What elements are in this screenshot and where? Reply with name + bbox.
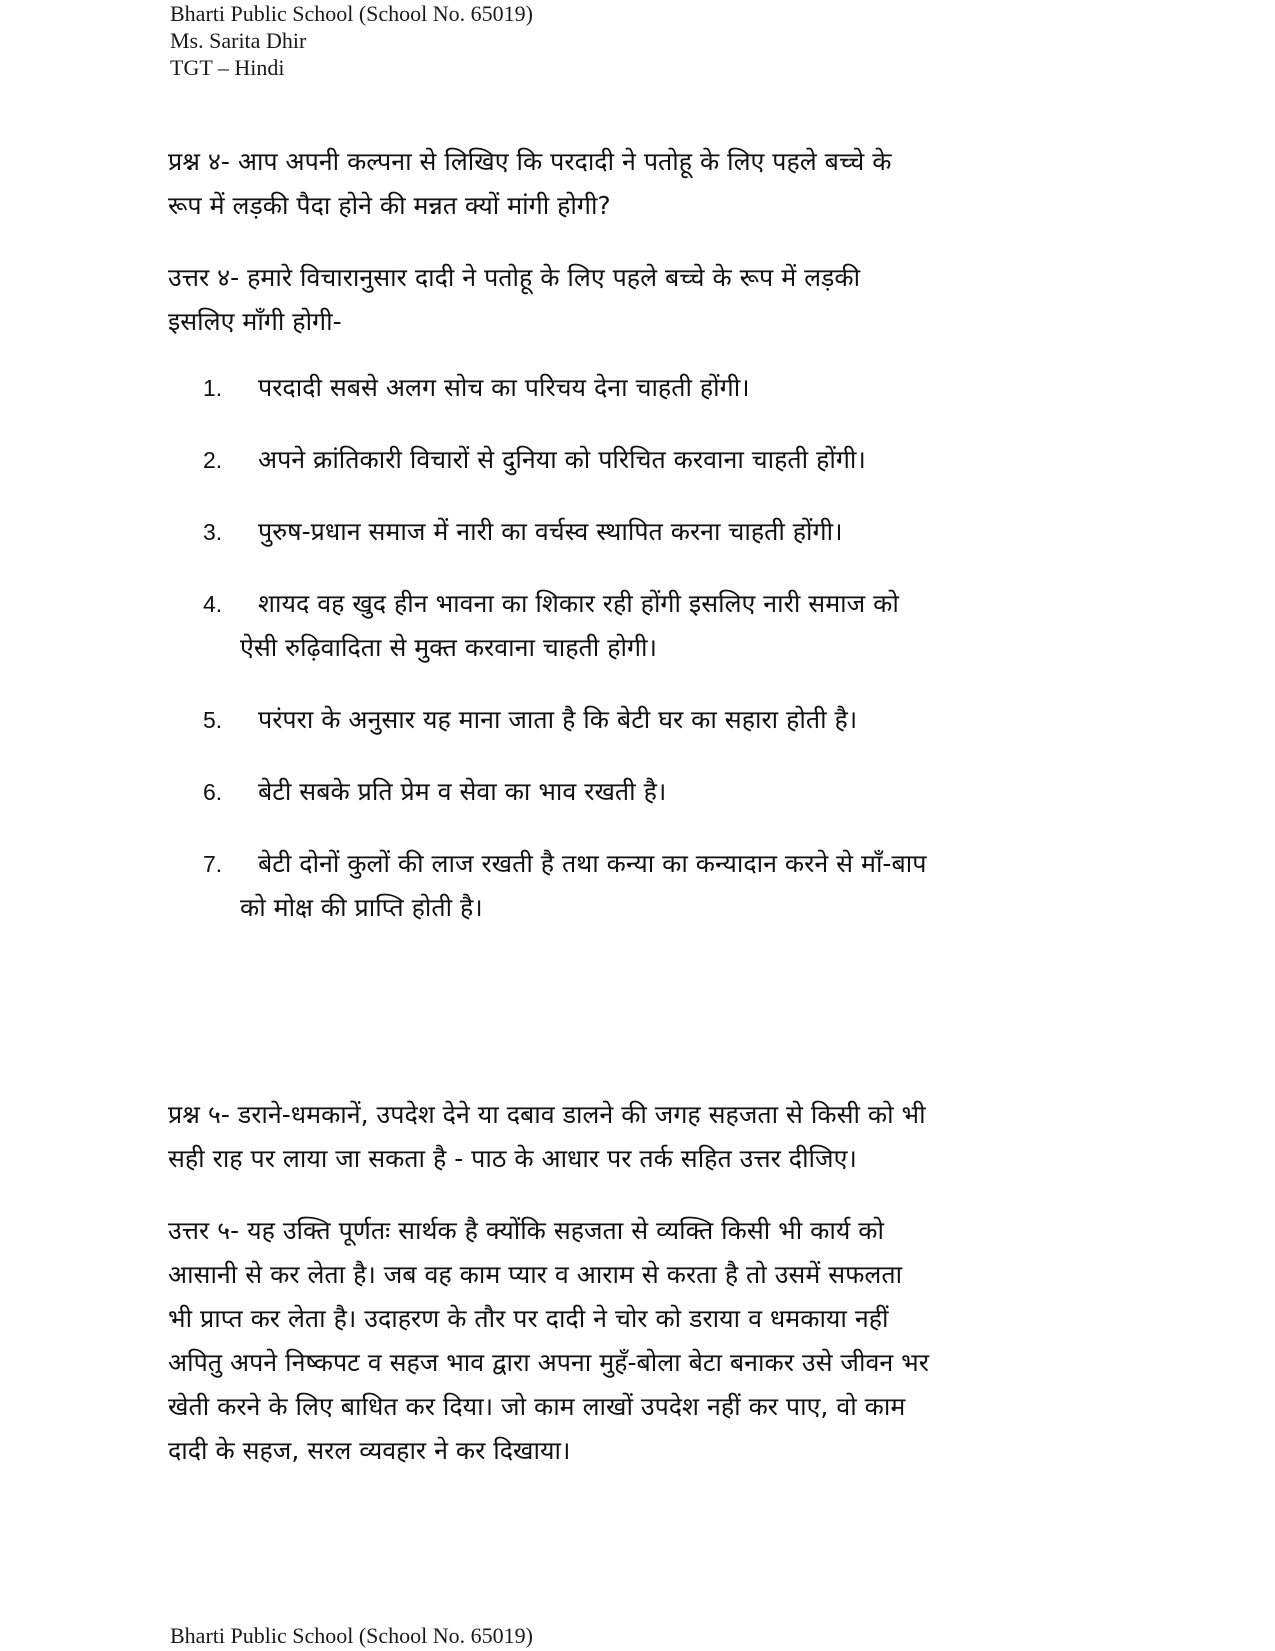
teacher-name: Ms. Sarita Dhir xyxy=(170,28,307,53)
page-footer: Bharti Public School (School No. 65019) xyxy=(170,1623,533,1648)
list-item-text: अपने क्रांतिकारी विचारों से दुनिया को परिचित करवाना चाहती होंगी। xyxy=(258,445,866,474)
answer-5-line: भी प्राप्त कर लेता है। उदाहरण के तौर पर दादी ने चोर को डराया व धमकाया नहीं xyxy=(168,1304,889,1333)
page-header xyxy=(170,0,533,81)
list-item-text: परंपरा के अनुसार यह माना जाता है कि बेटी घर का सहारा होती है। xyxy=(258,705,858,734)
answer-5-line: खेती करने के लिए बाधित कर दिया। जो काम लाखों उपदेश नहीं कर पाए, वो काम xyxy=(168,1392,906,1421)
question-4 xyxy=(168,140,1128,228)
answer-5-line: उत्तर ५- यह उक्ति पूर्णतः सार्थक है क्योंकि सहजता से व्यक्ति किसी भी कार्य को xyxy=(168,1216,884,1245)
answer-4-intro xyxy=(168,256,1128,344)
list-item xyxy=(203,770,1103,814)
answer-5 xyxy=(168,1209,1128,1473)
list-item xyxy=(203,438,1103,482)
list-item-text-continued: को मोक्ष की प्राप्ति होती है। xyxy=(240,893,483,922)
list-item-number: 4. xyxy=(203,591,223,617)
list-item-number: 3. xyxy=(203,519,223,545)
list-item xyxy=(203,510,1103,554)
answer-5-line: दादी के सहज, सरल व्यवहार ने कर दिखाया। xyxy=(168,1436,571,1465)
list-item-text: शायद वह खुद हीन भावना का शिकार रही होंगी इसलिए नारी समाज को xyxy=(258,589,899,618)
list-item-text-continued: ऐसी रुढ़िवादिता से मुक्त करवाना चाहती होगी। xyxy=(240,633,658,662)
list-item-number: 7. xyxy=(203,851,223,877)
list-item xyxy=(203,366,1103,410)
answer-5-line: आसानी से कर लेता है। जब वह काम प्यार व आराम से करता है तो उसमें सफलता xyxy=(168,1260,903,1289)
list-item-text: बेटी दोनों कुलों की लाज रखती है तथा कन्या का कन्यादान करने से माँ-बाप xyxy=(258,849,927,878)
teacher-designation: TGT – Hindi xyxy=(170,55,285,80)
question-5 xyxy=(168,1093,1128,1181)
question-5-line: सही राह पर लाया जा सकता है - पाठ के आधार पर तर्क सहित उत्तर दीजिए। xyxy=(168,1144,857,1173)
list-item-text: बेटी सबके प्रति प्रेम व सेवा का भाव रखती है। xyxy=(258,777,667,806)
question-4-line: रूप में लड़की पैदा होने की मन्नत क्यों मांगी होगी? xyxy=(168,191,611,220)
question-4-line: प्रश्न ४- आप अपनी कल्पना से लिखिए कि परदादी ने पतोहू के लिए पहले बच्चे के xyxy=(168,147,892,176)
list-item xyxy=(203,842,1103,930)
answer-4-line: उत्तर ४- हमारे विचारानुसार दादी ने पतोहू के लिए पहले बच्चे के रूप में लड़की xyxy=(168,263,861,292)
question-5-line: प्रश्न ५- डराने-धमकानें, उपदेश देने या दबाव डालने की जगह सहजता से किसी को भी xyxy=(168,1100,926,1129)
list-item-number: 2. xyxy=(203,447,223,473)
list-item xyxy=(203,698,1103,742)
list-item xyxy=(203,582,1103,670)
list-item-text: परदादी सबसे अलग सोच का परिचय देना चाहती होंगी। xyxy=(258,373,750,402)
list-item-number: 5. xyxy=(203,707,223,733)
list-item-number: 6. xyxy=(203,779,223,805)
list-item-text: पुरुष-प्रधान समाज में नारी का वर्चस्व स्थापित करना चाहती होंगी। xyxy=(258,517,843,546)
answer-5-line: अपितु अपने निष्कपट व सहज भाव द्वारा अपना मुहँ-बोला बेटा बनाकर उसे जीवन भर xyxy=(168,1348,929,1377)
answer-4-points xyxy=(203,366,1103,958)
school-name: Bharti Public School (School No. 65019) xyxy=(170,1,533,26)
list-item-number: 1. xyxy=(203,375,223,401)
answer-4-line: इसलिए माँगी होगी- xyxy=(168,307,342,336)
